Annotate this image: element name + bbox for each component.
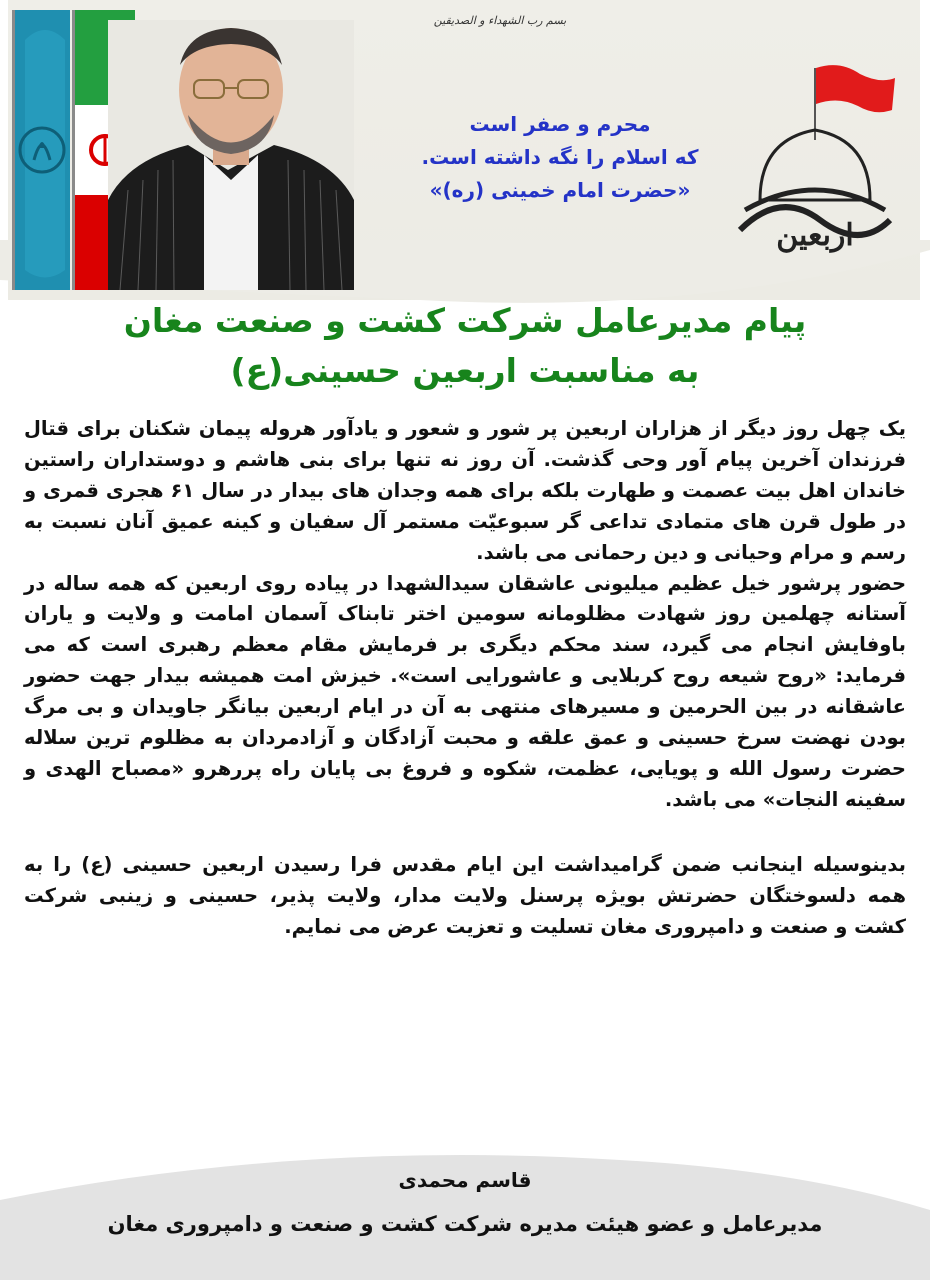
- paragraph-1: یک چهل روز دیگر از هزاران اربعین پر شور و شعور و یادآور هروله پیمان شکنان برای قتال فرزندان آخرین پیام آور وحی گذشت. آن روز نه تنها برای بنی هاشم و دوستداران راستین خاندان اهل بیت عصمت و طهارت بلکه برای همه وجدان های بیدار در سال ۶۱ هجری قمری و در طول قرن های متمادی تداعی گر سبوعیّت مستمر آل سفیان و کینه عمیق آنان نسبت به رسم و مرام وحیانی و دین رحمانی می باشد.: [24, 417, 906, 564]
- quote-block: [410, 108, 710, 207]
- signature-name: قاسم محمدی: [398, 1168, 532, 1192]
- message-body: [24, 414, 906, 943]
- title-line-1: پیام مدیرعامل شرکت کشت و صنعت مغان: [123, 301, 807, 340]
- quote-line-2: که اسلام را نگه داشته است.: [421, 145, 699, 169]
- footer-band: [0, 1140, 930, 1280]
- page-title: [40, 296, 890, 396]
- arbaeen-emblem: [720, 60, 905, 260]
- quote-line-1: محرم و صفر است: [469, 112, 651, 136]
- title-line-2: به مناسبت اربعین حسینی(ع): [230, 351, 700, 390]
- emblem-text: اربعین: [776, 218, 854, 253]
- quote-line-3: «حضرت امام خمینی (ره)»: [429, 178, 691, 202]
- bismillah-calligraphy: بسم رب الشهداء و الصدیقین: [433, 14, 567, 27]
- signature-role: مدیرعامل و عضو هیئت مدیره شرکت کشت و صنعت و دامپروری مغان: [107, 1212, 823, 1236]
- portrait-photo: [108, 20, 354, 290]
- paragraph-2: حضور پرشور خیل عظیم میلیونی عاشقان سیدالشهدا در پیاده روی اربعین که همه ساله در آستانه چهلمین روز شهادت مظلومانه سومین اختر تابناک آسمان امامت و ولایت و یاران باوفایش انجام می گیرد، سند محکم دیگری بر فرمایش مقام معظم رهبری است که می فرماید: «روح شیعه روح کربلایی و عاشورایی است». خیزش امت همیشه بیدار جهت حضور عاشقانه در بین الحرمین و مسیرهای منتهی به آن در ایام اربعین بیانگر جاویدان و بی مرگ بودن نهضت سرخ حسینی و عمق علقه و محبت آزادگان و آزادمردان به مظلوم ترین سلاله حضرت رسول الله و پویایی، عظمت، شکوه و فروغ بی پایان راه پررهرو «مصباح الهدی و سفینه النجات» می باشد.: [24, 571, 906, 811]
- paragraph-3: بدینوسیله اینجانب ضمن گرامیداشت این ایام مقدس فرا رسیدن اربعین حسینی (ع) را به همه دلسوختگان حضرتش بویژه پرسنل ولایت مدار، ولایت پذیر، حسینی و زینبی شرکت کشت و صنعت و دامپروری مغان تسلیت و تعزیت عرض می نمایم.: [24, 852, 906, 938]
